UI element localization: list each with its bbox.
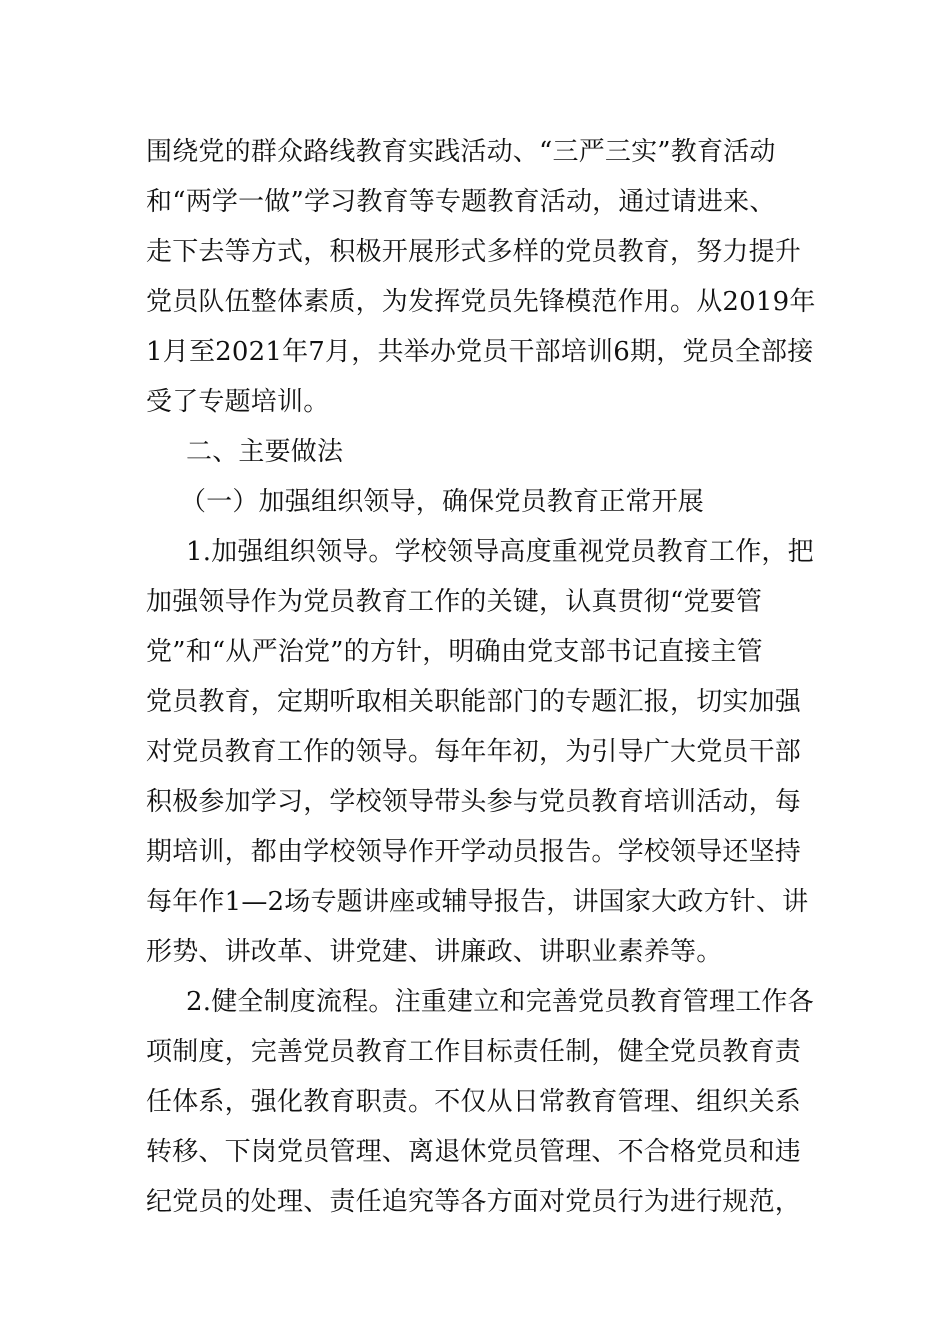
paragraph-1-line-5: 1月至2021年7月，共举办党员干部培训6期，党员全部接	[146, 337, 814, 367]
paragraph-1-line-1: 围绕党的群众路线教育实践活动、“三严三实”教育活动	[146, 137, 776, 167]
paragraph-3-line-4: 转移、下岗党员管理、离退休党员管理、不合格党员和违	[146, 1137, 802, 1167]
paragraph-3-line-5: 纪党员的处理、责任追究等各方面对党员行为进行规范，	[146, 1187, 802, 1217]
section-heading: 二、主要做法	[186, 437, 344, 467]
subsection-heading: （一）加强组织领导，确保党员教育正常开展	[180, 487, 705, 517]
paragraph-2-line-3: 党”和“从严治党”的方针，明确由党支部书记直接主管	[146, 637, 763, 667]
paragraph-2-line-6: 积极参加学习，学校领导带头参与党员教育培训活动，每	[146, 787, 802, 817]
paragraph-2-line-7: 期培训，都由学校领导作开学动员报告。学校领导还坚持	[146, 837, 802, 867]
paragraph-2-line-4: 党员教育，定期听取相关职能部门的专题汇报，切实加强	[146, 687, 802, 717]
paragraph-3-line-3: 任体系，强化教育职责。不仅从日常教育管理、组织关系	[146, 1087, 802, 1117]
paragraph-2-line-5: 对党员教育工作的领导。每年年初，为引导广大党员干部	[146, 737, 802, 767]
paragraph-1-line-6: 受了专题培训。	[146, 387, 330, 417]
paragraph-3-line-1: 2.健全制度流程。注重建立和完善党员教育管理工作各	[186, 987, 814, 1017]
paragraph-1-line-3: 走下去等方式，积极开展形式多样的党员教育，努力提升	[146, 237, 802, 267]
paragraph-2-line-9: 形势、讲改革、讲党建、讲廉政、讲职业素养等。	[146, 937, 723, 967]
paragraph-3-line-2: 项制度，完善党员教育工作目标责任制，健全党员教育责	[146, 1037, 802, 1067]
paragraph-2-line-2: 加强领导作为党员教育工作的关键，认真贯彻“党要管	[146, 587, 763, 617]
paragraph-1-line-4: 党员队伍整体素质，为发挥党员先锋模范作用。从2019年	[146, 287, 816, 317]
paragraph-1-line-2: 和“两学一做”学习教育等专题教育活动，通过请进来、	[146, 187, 776, 217]
paragraph-2-line-8: 每年作1—2场专题讲座或辅导报告，讲国家大政方针、讲	[146, 887, 809, 917]
paragraph-2-line-1: 1.加强组织领导。学校领导高度重视党员教育工作，把	[186, 537, 814, 567]
